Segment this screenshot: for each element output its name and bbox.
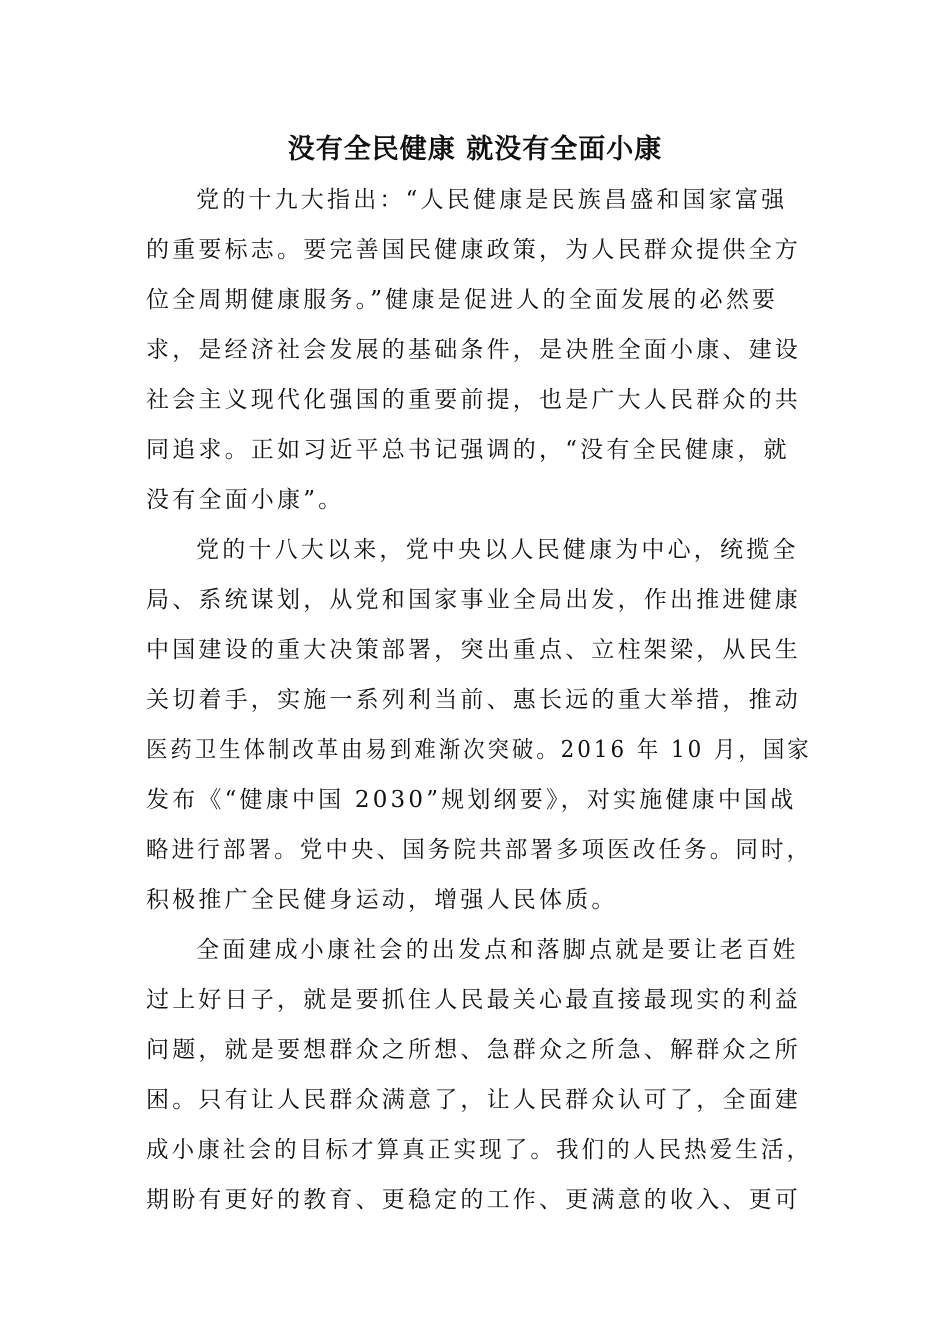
paragraph-1-line-3: 位全周期健康服务。”健康是促进人的全面发展的必然要 xyxy=(146,287,779,313)
paragraph-1-line-7: 没有全面小康”。 xyxy=(146,487,345,513)
paragraph-2-line-6: 发布《“健康中国 2030”规划纲要》，对实施健康中国战 xyxy=(146,787,797,813)
paragraph-1-line-1: 党的十九大指出：“人民健康是民族昌盛和国家富强 xyxy=(196,187,788,213)
paragraph-3-line-6: 期盼有更好的教育、更稳定的工作、更满意的收入、更可 xyxy=(146,1187,801,1213)
paragraph-2-line-7: 略进行部署。党中央、国务院共部署多项医改任务。同时， xyxy=(146,837,813,863)
paragraph-1-line-6: 同追求。正如习近平总书记强调的，“没有全民健康，就 xyxy=(146,437,790,463)
document-title: 没有全民健康 就没有全面小康 xyxy=(287,134,663,165)
paragraph-1-line-4: 求，是经济社会发展的基础条件，是决胜全面小康、建设 xyxy=(146,337,801,363)
paragraph-2-line-3: 中国建设的重大决策部署，突出重点、立柱架梁，从民生 xyxy=(146,637,801,663)
paragraph-3-line-3: 问题，就是要想群众之所想、急群众之所急、解群众之所 xyxy=(146,1037,801,1063)
paragraph-3-line-1: 全面建成小康社会的出发点和落脚点就是要让老百姓 xyxy=(196,937,799,963)
paragraph-1-line-2: 的重要标志。要完善国民健康政策，为人民群众提供全方 xyxy=(146,237,801,263)
paragraph-2-line-2: 局、系统谋划，从党和国家事业全局出发，作出推进健康 xyxy=(146,587,801,613)
paragraph-2-line-4: 关切着手，实施一系列利当前、惠长远的重大举措，推动 xyxy=(146,687,801,713)
paragraph-2-line-5: 医药卫生体制改革由易到难渐次突破。2016 年 10 月，国家 xyxy=(146,737,812,763)
paragraph-3-line-4: 困。只有让人民群众满意了，让人民群众认可了，全面建 xyxy=(146,1087,801,1113)
paragraph-3-line-5: 成小康社会的目标才算真正实现了。我们的人民热爱生活， xyxy=(146,1137,813,1163)
paragraph-2-line-8: 积极推广全民健身运动，增强人民体质。 xyxy=(146,887,618,913)
paragraph-2-line-1: 党的十八大以来，党中央以人民健康为中心，统揽全 xyxy=(196,537,799,563)
paragraph-3-line-2: 过上好日子，就是要抓住人民最关心最直接最现实的利益 xyxy=(146,987,801,1013)
paragraph-1-line-5: 社会主义现代化强国的重要前提，也是广大人民群众的共 xyxy=(146,387,801,413)
